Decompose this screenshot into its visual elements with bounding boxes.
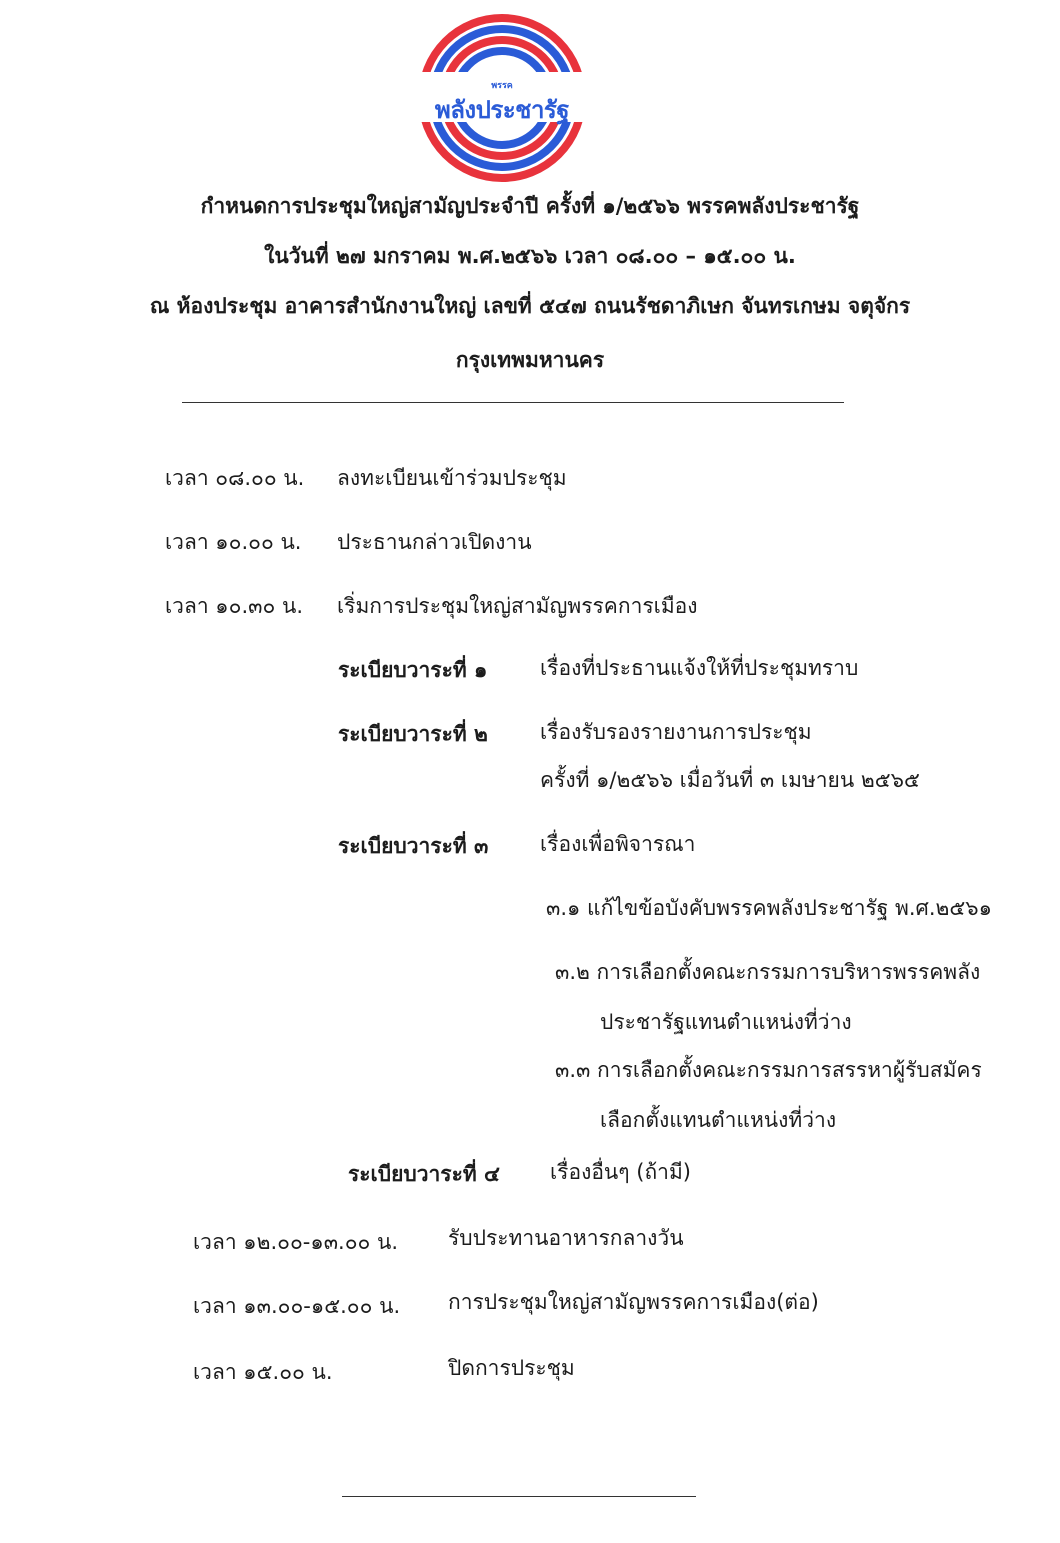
subagenda-3-1: ๓.๑ แก้ไขข้อบังคับพรรคพลังประชารัฐ พ.ศ.๒๕๖๑ [546, 896, 992, 920]
party-logo [418, 14, 586, 182]
header-title: กำหนดการประชุมใหญ่สามัญประจำปี ครั้งที่ ๑/๒๕๖๖ พรรคพลังประชารัฐ [200, 194, 860, 218]
agenda-label-3: ระเบียบวาระที่ ๓ [338, 834, 489, 858]
agenda-label-2: ระเบียบวาระที่ ๒ [338, 722, 488, 746]
schedule-desc-4: รับประทานอาหารกลางวัน [448, 1226, 684, 1250]
header-date: ในวันที่ ๒๗ มกราคม พ.ศ.๒๕๖๖ เวลา ๐๘.๐๐ – ๑๕.๐๐ น. [264, 244, 796, 268]
subagenda-3-3-cont: เลือกตั้งแทนตำแหน่งที่ว่าง [600, 1108, 837, 1132]
subagenda-3-2: ๓.๒ การเลือกตั้งคณะกรรมการบริหารพรรคพลัง [555, 960, 981, 984]
schedule-desc-5: การประชุมใหญ่สามัญพรรคการเมือง(ต่อ) [448, 1290, 819, 1314]
schedule-desc-2: ประธานกล่าวเปิดงาน [337, 530, 532, 554]
footer-divider [342, 1496, 696, 1497]
schedule-desc-6: ปิดการประชุม [448, 1356, 575, 1380]
agenda-desc-2: เรื่องรับรองรายงานการประชุม [540, 720, 812, 744]
agenda-desc-1: เรื่องที่ประธานแจ้งให้ที่ประชุมทราบ [540, 656, 859, 680]
agenda-desc-3: เรื่องเพื่อพิจารณา [540, 832, 696, 856]
schedule-desc-3: เริ่มการประชุมใหญ่สามัญพรรคการเมือง [337, 594, 698, 618]
agenda-desc-2-detail: ครั้งที่ ๑/๒๕๖๖ เมื่อวันที่ ๓ เมษายน ๒๕๖๕ [540, 768, 920, 792]
subagenda-3-2-cont: ประชารัฐแทนตำแหน่งที่ว่าง [600, 1010, 852, 1034]
schedule-time-1: เวลา ๐๘.๐๐ น. [165, 466, 305, 490]
logo-small-text: พรรค [491, 81, 513, 91]
header-city: กรุงเทพมหานคร [455, 348, 605, 372]
schedule-time-4: เวลา ๑๒.๐๐-๑๓.๐๐ น. [193, 1230, 399, 1254]
schedule-time-3: เวลา ๑๐.๓๐ น. [165, 594, 304, 618]
agenda-label-4: ระเบียบวาระที่ ๔ [348, 1162, 500, 1186]
logo-party-name: พลังประชารัฐ [434, 96, 570, 124]
schedule-time-2: เวลา ๑๐.๐๐ น. [165, 530, 302, 554]
schedule-time-6: เวลา ๑๕.๐๐ น. [193, 1360, 333, 1384]
header-divider [182, 402, 844, 403]
subagenda-3-3: ๓.๓ การเลือกตั้งคณะกรรมการสรรหาผู้รับสมัคร [555, 1058, 982, 1082]
agenda-desc-4: เรื่องอื่นๆ (ถ้ามี) [550, 1160, 691, 1184]
schedule-desc-1: ลงทะเบียนเข้าร่วมประชุม [337, 466, 567, 490]
schedule-time-5: เวลา ๑๓.๐๐-๑๕.๐๐ น. [193, 1294, 401, 1318]
agenda-label-1: ระเบียบวาระที่ ๑ [338, 658, 488, 682]
header-venue: ณ ห้องประชุม อาคารสำนักงานใหญ่ เลขที่ ๕๔๗ ถนนรัชดาภิเษก จันทรเกษม จตุจักร [149, 294, 911, 318]
